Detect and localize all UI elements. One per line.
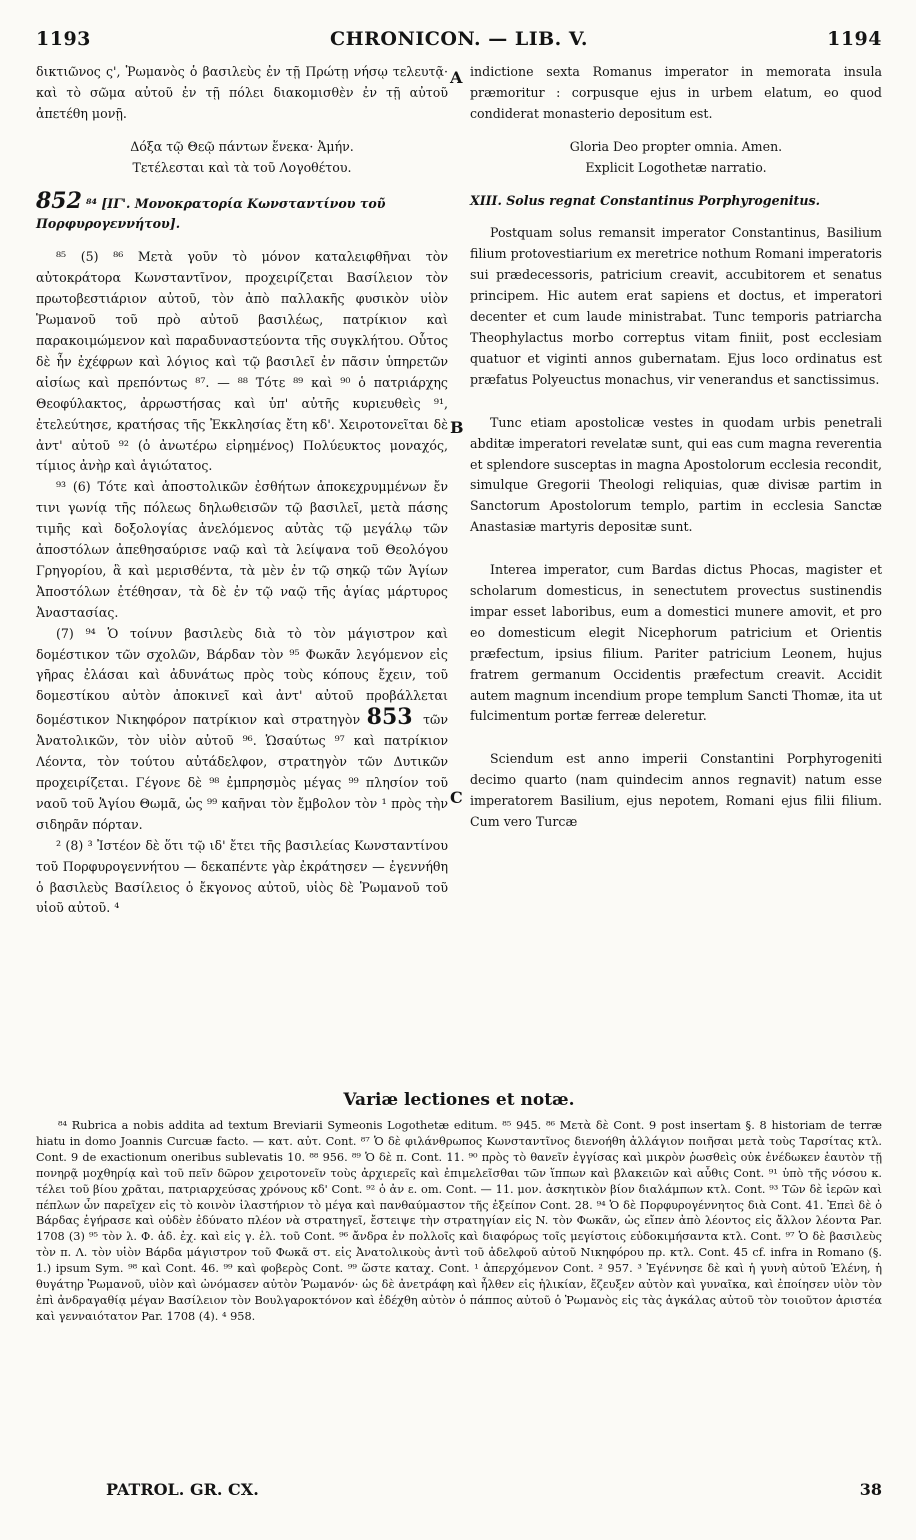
latin-paragraph: Interea imperator, cum Bardas dictus Phocas, magister et scholarum domesticus, in senectutem provectus sustinendis impar esset laboribus, eum a domestici munere amovit, et pro eo domesticum elegit Nicephorum patricium et Orientis præfectum, ipsius filium. Pariter patricium Leonem, hujus fratrem germanum Occidentis præfectum creavit. Accidit autem magnum incendium prope templum Sancti Thomæ, ita ut fulcimentum portæ ferreæ deleretur. [470, 562, 882, 724]
greek-section-heading: 852 ⁸⁴ [ΙΓ'. Μονοκρατορία Κωνσταντίνου τοῦ Πορφυρογεννήτου]. [36, 187, 386, 232]
greek-paragraph: (7) ⁹⁴ Ὁ τοίνυν βασιλεὺς διὰ τὸ τὸν μάγιστρον καὶ δομέστικον τῶν σχολῶν, Βάρδαν τὸν ⁹⁵ Φωκᾶν λεγόμενον εἰς γῆρας ἐλάσαι καὶ ἀδυνάτως πρὸς τοὺς κόπους ἔχειν, τοῦ δομεστίκου αὐτὸν ἀποκινεῖ καὶ ἀντ' αὐτοῦ προβάλλεται δομέστικον Νικηφόρον πατρίκιον καὶ στρατηγὸν 853 τῶν Ἀνατολικῶν, τὸν υἱὸν αὐτοῦ ⁹⁶. Ὡσαύτως ⁹⁷ καὶ πατρίκιον Λέοντα, τὸν τούτου αὐτάδελφον, στρατηγὸν τῶν Δυτικῶν προχειρίζεται. Γέγονε δὲ ⁹⁸ ἐμπρησμὸς μέγας ⁹⁹ πλησίον τοῦ ναοῦ τοῦ Ἁγίου Θωμᾶ, ὡς ⁹⁹ καῆναι τὸν ἔμβολον τὸν ¹ πρὸς τὴν σιδηρᾶν πόρταν. [36, 625, 448, 832]
latin-doxology: Gloria Deo propter omnia. Amen. [569, 138, 783, 154]
latin-paragraph: Postquam solus remansit imperator Constantinus, Basilium filium protovestiarium ex meretrice nothum Romani imperatoris sui prædecessoris, patricium creavit, accubitorem et senatus principem. Hic autem erat sapiens et doctus, et imperatori decenter et cum laude ministrabat. Tunc temporis patriarcha Theophylactus morbo correptus vitam finiit, post ecclesiam quatuor et viginti annos gubernatam. Ejus loco ordinatus est præfatus Polyeuctus monachus, vir venerandus et sanctissimus. [470, 225, 882, 387]
running-header [36, 28, 882, 58]
greek-paragraph: ⁹³ (6) Τότε καὶ ἀποστολικῶν ἐσθήτων ἀποκεχρυμμένων ἔν τινι γωνίᾳ τῆς πόλεως δηλωθεισῶν τῷ βασιλεῖ, μετὰ πάσης τιμῆς καὶ δοξολογίας ἀνελόμενος αὐτὰς τῷ μεγάλῳ τῶν ἀποστόλων ἀπεθησαύρισε ναῷ καὶ τὰ λείψανα τοῦ Θεολόγου Γρηγορίου, ἃ καὶ μερισθέντα, τὰ μὲν ἐν τῷ σηκῷ τῶν Ἁγίων Ἀποστόλων ἐτέθησαν, τὰ δὲ ἐν τῷ ναῷ τῆς ἁγίας μάρτυρος Ἀναστασίας. [36, 479, 448, 620]
critical-notes [36, 1118, 882, 1325]
margin-letter: C [450, 788, 463, 807]
greek-colophon: Τετέλεσται καὶ τὰ τοῦ Λογοθέτου. [132, 159, 352, 175]
latin-section-heading: XIII. Solus regnat Constantinus Porphyrogenitus. [470, 192, 820, 208]
page-footer [106, 1480, 882, 1499]
footer-sheet-number: 38 [859, 1480, 882, 1499]
column-number: 852 [36, 187, 82, 214]
running-title: CHRONICON. — LIB. V. [330, 28, 588, 50]
column-number: 853 [366, 704, 413, 731]
notes-text: ⁸⁴ Rubrica a nobis addita ad textum Breviarii Symeonis Logothetæ editum. ⁸⁵ 945. ⁸⁶ Μετὰ δὲ Cont. 9 post insertam §. 8 historiam de terræ hiatu in domo Joannis Curcuæ facto. — κατ. αὐτ. Cont. ⁸⁷ Ὁ δὲ φιλάνθρωπος Κωνσταντῖνος διενοήθη ἀλλάγιον ποιῆσαι μετὰ τοὺς Ταρσίτας κτλ. Cont. 9 de exactionum oneribus sublevatis 10. ⁸⁸ 956. ⁸⁹ Ὁ δὲ π. Cont. 11. ⁹⁰ πρὸς τὸ θανεῖν ἐγγίσας καὶ μικρὸν ῥωσθεὶς οὐκ ἐνέδωκεν ἑαυτὸν τῇ πονηρᾷ μοχθηρίᾳ καὶ τοῦ πεῖν δῶρον χειροτονεῖν τοὺς ἀρχιερεῖς καὶ ἐπιμελεῖσθαι τῶν ἵππων καὶ βλακειῶν καὶ αὖθις Cont. ⁹¹ ὑπὸ τῆς νόσου κ. τέλει τοῦ βίου χρᾶται, πατριαρχεύσας χρόνους κδ' Cont. ⁹² ὁ ἀν ε. om. Cont. — 11. μον. ἀσκητικὸν βίον διαλάμπων κτλ. Cont. ⁹³ Τῶν δὲ ἱερῶν καὶ πέπλων ὧν παρεῖχεν εἰς τὸ κοινὸν ἱλαστήριον τὸ μέγα καὶ πανθαύμαστον τῆς ἐξείπον Cont. 28. ⁹⁴ Ὁ δὲ Πορφυρογέννητος διὰ Cont. 41. Ἐπεὶ δὲ ὁ Βάρδας ἐγήρασε καὶ οὐδὲν ἐδύνατο πλέον νὰ στρατηγεῖ, ἔστειψε τὴν στρατηγίαν εἰς N. τὸν Φωκᾶν, ὡς εἴπεν ἀπὸ λέοντος εἰς ἄλλον λέοντα Par. 1708 (3) ⁹⁵ τὸν λ. Φ. ἀδ. ἐχ. καὶ εἰς γ. ἐλ. τοῦ Cont. ⁹⁶ ἄνδρα ἐν πολλοῖς καὶ διαφόρως τοῖς μεγίστοις εὐδοκιμήσαντα κτλ. Cont. ⁹⁷ Ὁ δὲ βασιλεὺς τὸν π. Λ. τὸν υἱὸν Βάρδα μάγιστρον τοῦ Φωκᾶ στ. εἰς Ἀνατολικοὺς ἀντὶ τοῦ ἀδελφοῦ αὐτοῦ Νικηφόρου πρ. κτλ. Cont. 45 cf. infra in Romano (§. 1.) ipsum Sym. ⁹⁸ καὶ Cont. 46. ⁹⁹ καὶ φοβερὸς Cont. ⁹⁹ ὥστε καταχ. Cont. ¹ ἀπερχόμενον Cont. ² 957. ³ Ἐγέννησε δὲ καὶ ἡ γυνὴ αὐτοῦ Ἑλένη, ἡ θυγάτηρ Ῥωμανοῦ, υἱὸν καὶ ὠνόμασεν αὐτὸν Ῥωμανόν· ὡς δὲ ἀνετράφη καὶ ἦλθεν εἰς ἡλικίαν, ἔζευξεν αὐτὸν καὶ γυναῖκα, καὶ ἐποίησεν υἱὸν τὸν ἐπὶ ἀνδραγαθίᾳ μέγαν Βασίλειον τὸν Βουλγαροκτόνον καὶ ἐδέχθη αὐτὸν ὁ πάππος αὐτοῦ ὁ Ῥωμανὸς εἰς τὰς ἀγκάλας αὐτοῦ τὸν τοιοῦτον ἀριστέα καὶ γενναιότατον Par. 1708 (4). ⁴ 958. [36, 1119, 882, 1323]
left-page-number: 1193 [36, 28, 91, 50]
footer-signature: PATROL. GR. CX. [106, 1480, 259, 1499]
margin-letter: A [450, 68, 463, 87]
greek-paragraph: ⁸⁵ (5) ⁸⁶ Μετὰ γοῦν τὸ μόνον καταλειφθῆναι τὸν αὐτοκράτορα Κωνσταντῖνον, προχειρίζεται Βασίλειον τὸν πρωτοβεστιάριον αὐτοῦ, τὸν ἀπὸ παλλακῆς φυσικὸν υἱὸν Ῥωμανοῦ τοῦ πρὸ αὐτοῦ βασιλέως, πατρίκιον καὶ παρακοιμώμενον καὶ παραδυναστεύοντα τῆς συγκλήτου. Οὗτος δὲ ἦν ἐχέφρων καὶ λόγιος καὶ τῷ βασιλεῖ ἐν πᾶσιν ὑπηρετῶν αἰσίως καὶ πρεπόντως ⁸⁷. — ⁸⁸ Τότε ⁸⁹ καὶ ⁹⁰ ὁ πατριάρχης Θεοφύλακτος, ἀρρωστήσας καὶ ὑπ' αὐτῆς κυριευθεὶς ⁹¹, ἐτελεύτησε, κρατήσας τῆς Ἐκκλησίας ἔτη κδ'. Χειροτονεῖται δὲ ἀντ' αὐτοῦ ⁹² (ὁ ἀνωτέρω εἰρημένος) Πολύευκτος μοναχός, τίμιος ἀνὴρ καὶ ἁγιώτατος. [36, 249, 448, 474]
greek-paragraph: δικτιῶνος ς', Ῥωμανὸς ὁ βασιλεὺς ἐν τῇ Πρώτῃ νήσῳ τελευτᾷ· καὶ τὸ σῶμα αὐτοῦ ἐν τῇ πόλει διακομισθὲν ἐν τῇ αὐτοῦ ἀπετέθη μονῇ. [36, 64, 448, 121]
margin-letter: B [450, 418, 464, 437]
latin-paragraph: indictione sexta Romanus imperator in memorata insula præmoritur : corpusque ejus in urbem elatum, eo quod condiderat monasterio depositum est. [470, 64, 882, 121]
greek-doxology: Δόξα τῷ Θεῷ πάντων ἕνεκα· Ἀμήν. [130, 138, 354, 154]
latin-column [470, 62, 882, 833]
greek-column [36, 62, 448, 919]
latin-colophon: Explicit Logothetæ narratio. [585, 159, 767, 175]
notes-title: Variæ lectiones et notæ. [343, 1090, 575, 1110]
greek-paragraph: ² (8) ³ Ἰστέον δὲ ὅτι τῷ ιδ' ἔτει τῆς βασιλείας Κωνσταντίνου τοῦ Πορφυρογεννήτου — δεκαπέντε γὰρ ἐκράτησεν — ἐγεννήθη ὁ βασιλεὺς Βασίλειος ὁ ἔκγονος αὐτοῦ, υἱὸς δὲ Ῥωμανοῦ τοῦ υἱοῦ αὐτοῦ. ⁴ [36, 837, 448, 916]
page [36, 28, 882, 1518]
latin-paragraph: Tunc etiam apostolicæ vestes in quodam urbis penetrali abditæ imperatori revelatæ sunt, qui eas cum magna reverentia et splendore susceptas in magna Apostolorum ecclesia recondit, simulque Gregorii Theologi reliquias, quæ divisæ partim in Sanctorum Apostolorum templo, partim in ecclesia Sanctæ Anastasiæ martyris depositæ sunt. [470, 414, 882, 535]
right-page-number: 1194 [827, 28, 882, 50]
latin-paragraph: Sciendum est anno imperii Constantini Porphyrogeniti decimo quarto (nam quindecim annos regnavit) natum esse imperatorem Basilium, ejus nepotem, Romani ejus filii filium. Cum vero Turcæ [470, 751, 882, 830]
